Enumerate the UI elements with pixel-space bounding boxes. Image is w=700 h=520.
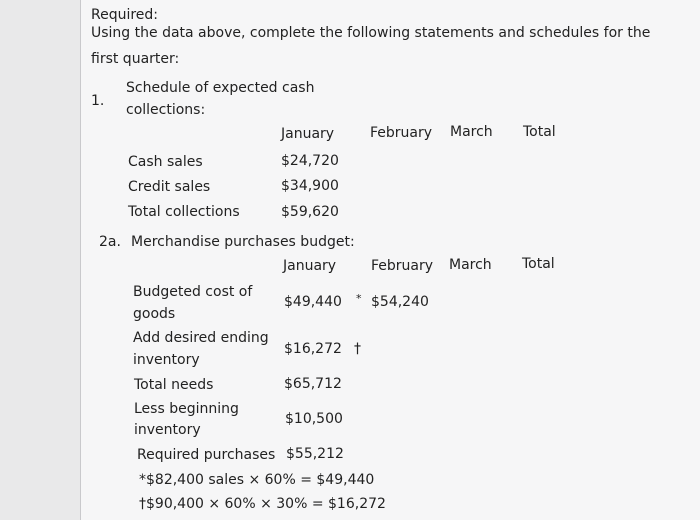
row-label-cash-sales: Cash sales [128, 154, 203, 170]
section-2a-number: 2a. [99, 234, 121, 250]
row-label-beginning-inventory-line-1: Less beginning [134, 401, 239, 417]
row-label-budgeted-cost-line-1: Budgeted cost of [133, 284, 253, 300]
row-label-required-purchases: Required purchases [137, 447, 276, 463]
desired-ending-footnote-mark: † [354, 341, 361, 357]
instructions-line-2: first quarter: [91, 51, 180, 67]
row-label-credit-sales: Credit sales [128, 179, 211, 195]
section-1-title-line-2: collections: [126, 102, 206, 118]
row-label-beginning-inventory-line-2: inventory [134, 422, 201, 438]
col-header-february-2a: February [371, 258, 434, 274]
budgeted-cost-february: $54,240 [371, 294, 429, 310]
desired-ending-january: $16,272 [284, 341, 342, 357]
col-header-march: March [450, 124, 493, 140]
budgeted-cost-january: $49,440 [284, 294, 342, 310]
credit-sales-january: $34,900 [281, 178, 339, 194]
total-collections-january: $59,620 [281, 204, 339, 220]
instructions-line-1: Using the data above, complete the following statements and schedules for the [91, 25, 651, 41]
row-label-desired-ending-line-1: Add desired ending [133, 330, 269, 346]
col-header-total-2a: Total [522, 256, 555, 272]
row-label-total-needs: Total needs [134, 377, 214, 393]
section-1-number: 1. [91, 93, 105, 109]
col-header-total: Total [523, 124, 556, 140]
row-label-total-collections: Total collections [128, 204, 240, 220]
row-label-desired-ending-line-2: inventory [133, 352, 200, 368]
required-purchases-january: $55,212 [286, 446, 344, 462]
section-2a-title: Merchandise purchases budget: [131, 234, 355, 250]
section-1-title-line-1: Schedule of expected cash [126, 80, 315, 96]
footnote-desired-ending: †$90,400 × 60% × 30% = $16,272 [139, 496, 386, 512]
budgeted-cost-footnote-mark: * [356, 292, 362, 305]
beginning-inventory-january: $10,500 [285, 411, 343, 427]
required-heading: Required: [91, 7, 159, 23]
document-page [80, 0, 700, 520]
cash-sales-january: $24,720 [281, 153, 339, 169]
total-needs-january: $65,712 [284, 376, 342, 392]
col-header-january: January [281, 126, 335, 142]
col-header-march-2a: March [449, 257, 492, 273]
row-label-budgeted-cost-line-2: goods [133, 306, 176, 322]
footnote-budgeted-cost: *$82,400 sales × 60% = $49,440 [139, 472, 375, 488]
col-header-february: February [370, 125, 433, 141]
col-header-january-2a: January [283, 258, 337, 274]
